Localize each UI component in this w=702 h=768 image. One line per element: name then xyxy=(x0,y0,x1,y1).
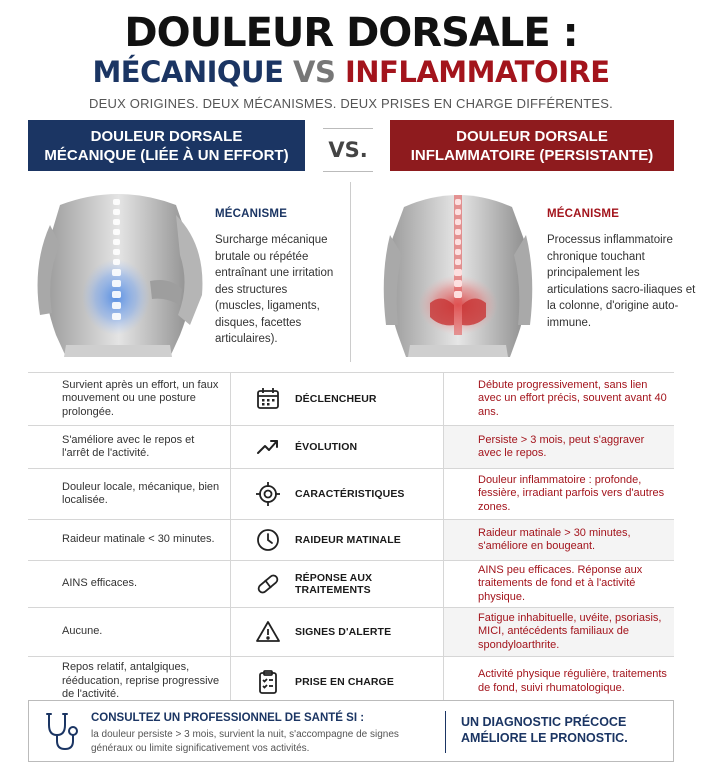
row-label: RÉPONSE AUX TRAITEMENTS xyxy=(295,572,373,596)
row-inflammatory-text: Activité physique régulière, traitements de fond, suivi rhumatologique. xyxy=(478,668,667,694)
trend-up-icon xyxy=(255,434,281,460)
comparison-table xyxy=(28,372,674,707)
row-label: SIGNES D'ALERTE xyxy=(295,626,392,638)
header-mechanical-line1: DOULEUR DORSALE xyxy=(90,127,243,145)
table-row xyxy=(28,608,674,657)
row-inflammatory-text: Douleur inflammatoire : profonde, fessière, irradiant parfois vers d'autres zones. xyxy=(478,473,665,513)
table-row xyxy=(28,469,674,520)
row-criterion xyxy=(230,608,444,656)
row-criterion xyxy=(230,426,444,468)
row-mechanical-text: Douleur locale, mécanique, bien localisée. xyxy=(62,480,220,506)
footer-text: la douleur persiste > 3 mois, survient la nuit, s'accompagne de signes généraux ou limite significativement vos activités. xyxy=(91,729,399,754)
vs-badge: VS. xyxy=(323,128,373,172)
row-mechanical-text: Raideur matinale < 30 minutes. xyxy=(62,533,215,546)
header-inflammatory-line1: DOULEUR DORSALE xyxy=(456,127,608,145)
row-label: RAIDEUR MATINALE xyxy=(295,534,401,546)
row-inflammatory-text: Fatigue inhabituelle, uvéite, psoriasis, MICI, antécédents familiaux de spondyloarthrite. xyxy=(444,608,674,656)
row-inflammatory-text: Raideur matinale > 30 minutes, s'améliore en bougeant. xyxy=(444,520,674,560)
warning-icon xyxy=(255,619,281,645)
back-figure-inflammatory xyxy=(380,185,536,357)
main-title: DOULEUR DORSALE : xyxy=(124,10,578,56)
row-mechanical-text: S'améliore avec le repos et l'arrêt de l'activité. xyxy=(62,433,195,459)
row-criterion xyxy=(230,657,444,706)
row-label: CARACTÉRISTIQUES xyxy=(295,488,405,500)
mechanism-title-inflammatory: MÉCANISME xyxy=(547,208,620,220)
table-row xyxy=(28,520,674,561)
row-criterion xyxy=(230,561,444,607)
subtitle-vs: VS xyxy=(293,55,336,89)
footer-title: CONSULTEZ UN PROFESSIONNEL DE SANTÉ SI : xyxy=(91,712,365,724)
table-row xyxy=(28,561,674,608)
subtitle-mecanique: MÉCANIQUE xyxy=(92,55,284,89)
clock-icon xyxy=(255,527,281,553)
mechanism-text-mechanical: Surcharge mécanique brutale ou répétée entraînant une irritation des structures (muscles, ligaments, disques, facettes articulaires). xyxy=(215,234,334,345)
mechanism-title-mechanical: MÉCANISME xyxy=(215,208,288,220)
row-criterion xyxy=(230,469,444,519)
target-icon xyxy=(255,481,281,507)
header-mechanical xyxy=(28,120,305,171)
header-inflammatory xyxy=(390,120,674,171)
footer-divider xyxy=(445,711,446,753)
clipboard-icon xyxy=(255,669,281,695)
row-mechanical-text: AINS efficaces. xyxy=(62,577,137,590)
footer-message: UN DIAGNOSTIC PRÉCOCE AMÉLIORE LE PRONOSTIC. xyxy=(461,715,628,745)
row-label: ÉVOLUTION xyxy=(295,441,358,453)
row-mechanical-text: Survient après un effort, un faux mouvement ou une posture prolongée. xyxy=(62,378,219,418)
row-inflammatory-text: AINS peu efficaces. Réponse aux traitements de fond et à l'activité physique. xyxy=(478,563,643,603)
advice-footer xyxy=(28,700,674,762)
row-inflammatory-text: Débute progressivement, sans lien avec un effort précis, souvent avant 40 ans. xyxy=(478,378,667,418)
table-row xyxy=(28,426,674,469)
row-mechanical-text: Aucune. xyxy=(62,625,103,638)
table-row xyxy=(28,373,674,426)
header-mechanical-line2: MÉCANIQUE (LIÉE À UN EFFORT) xyxy=(44,146,289,164)
mechanism-text-inflammatory: Processus inflammatoire chronique touchant principalement les articulations sacro-iliaques et la colonne, d'origine auto-immune. xyxy=(547,234,696,329)
center-divider xyxy=(350,182,351,362)
row-label: DÉCLENCHEUR xyxy=(295,393,377,405)
row-criterion xyxy=(230,520,444,560)
calendar-icon xyxy=(255,386,281,412)
back-figure-mechanical xyxy=(30,185,208,357)
subtitle xyxy=(0,55,702,89)
row-label: PRISE EN CHARGE xyxy=(295,675,394,688)
header-inflammatory-line2: INFLAMMATOIRE (PERSISTANTE) xyxy=(410,146,654,164)
stethoscope-icon xyxy=(43,711,83,753)
row-inflammatory-text: Persiste > 3 mois, peut s'aggraver avec le repos. xyxy=(444,426,674,468)
row-mechanical-text: Repos relatif, antalgiques, rééducation, reprise progressive de l'activité. xyxy=(62,661,220,701)
row-criterion xyxy=(230,373,444,425)
pill-icon xyxy=(255,571,281,597)
subtitle-inflammatoire: INFLAMMATOIRE xyxy=(344,55,610,89)
tagline: DEUX ORIGINES. DEUX MÉCANISMES. DEUX PRISES EN CHARGE DIFFÉRENTES. xyxy=(89,96,613,111)
